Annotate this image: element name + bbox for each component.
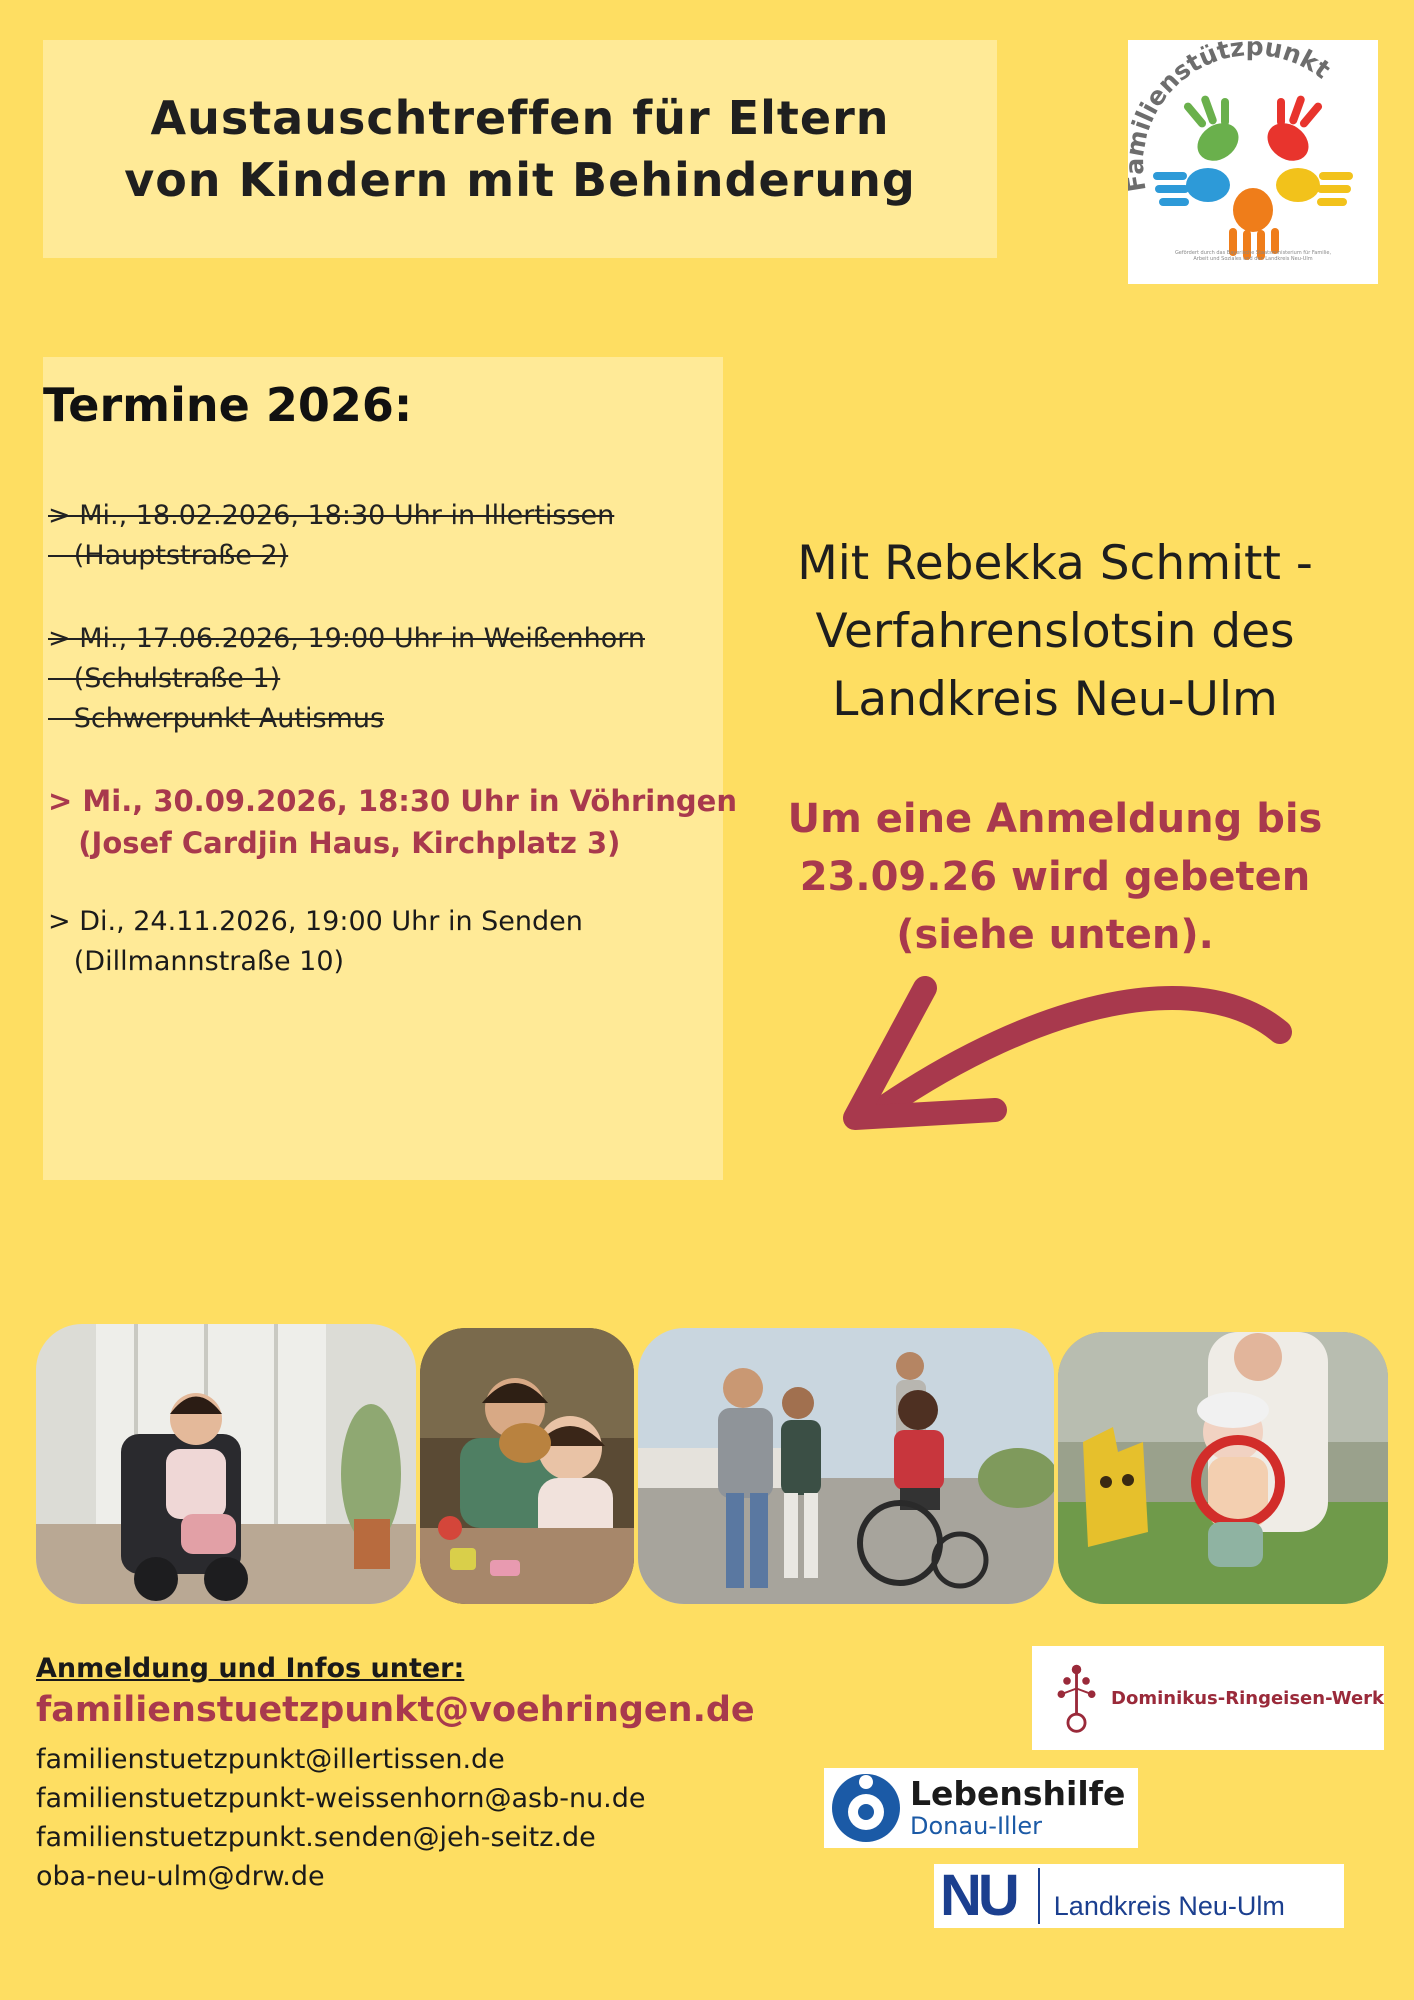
logo-divider [1038,1868,1040,1924]
hands-logo-icon [1128,40,1378,284]
entry-line: Schwerpunkt Autismus [48,703,385,734]
lebenshilfe-region: Donau-Iller [910,1812,1042,1840]
photo-child-playing-image [420,1328,634,1604]
date-entry-weissenhorn [48,619,645,739]
registration-heading: Anmeldung und Infos unter: [36,1653,465,1684]
speaker-line-2: Verfahrenslotsin des [815,604,1295,659]
photo-child-wheelchair [36,1324,416,1604]
landkreis-name: Landkreis Neu-Ulm [1053,1890,1285,1921]
photo-friends-high-five [638,1328,1054,1604]
date-entry-senden [48,902,583,982]
title-line-1: Austauschtreffen für Eltern [150,91,890,145]
entry-line: > Di., 24.11.2026, 19:00 Uhr in Senden [48,906,583,937]
date-entry-illertissen [48,496,614,576]
title-banner [43,40,997,258]
speaker-line-3: Landkreis Neu-Ulm [832,672,1278,727]
entry-line: > Mi., 30.09.2026, 18:30 Uhr in Vöhringen [48,784,737,818]
arrow-left-icon [820,970,1300,1150]
entry-line: (Josef Cardjin Haus, Kirchplatz 3) [48,826,621,860]
speaker-line-1: Mit Rebekka Schmitt - [797,536,1313,591]
dates-panel [43,357,723,1180]
lebenshilfe-logo [824,1768,1138,1848]
note-line-3: (siehe unten). [896,912,1214,958]
entry-line: (Dillmannstraße 10) [48,946,345,977]
entry-line: > Mi., 17.06.2026, 19:00 Uhr in Weißenhorn [48,623,645,654]
photo-toddler-playground-image [1058,1332,1388,1604]
dates-heading: Termine 2026: [43,378,413,432]
email-link-voehringen[interactable]: familienstuetzpunkt@voehringen.de [36,1690,755,1730]
tree-icon [1048,1658,1105,1738]
entry-line: (Schulstraße 1) [48,663,281,694]
title-line-2: von Kindern mit Behinderung [124,153,916,207]
note-line-1: Um eine Anmeldung bis [787,796,1323,842]
drw-logo [1032,1646,1384,1750]
nu-mark: NU [940,1863,1016,1928]
email-link-illertissen[interactable]: familienstuetzpunkt@illertissen.de [36,1744,505,1775]
date-entry-voehringen [48,780,737,864]
photo-child-wheelchair-image [36,1324,416,1604]
photo-toddler-playground [1058,1332,1388,1604]
photo-friends-high-five-image [638,1328,1054,1604]
photo-child-playing [420,1328,634,1604]
registration-note [760,790,1350,964]
familienstuetzpunkt-logo [1128,40,1378,284]
note-line-2: 23.09.26 wird gebeten [799,854,1311,900]
email-link-oba[interactable]: oba-neu-ulm@drw.de [36,1861,325,1892]
entry-line: > Mi., 18.02.2026, 18:30 Uhr in Illertissen [48,500,615,531]
entry-line: (Hauptstraße 2) [48,540,289,571]
logo-subtext: Gefördert durch das Bayerische Staatsministerium für Familie, Arbeit und Soziales und den Landkreis Neu-Ulm [1174,250,1332,262]
drw-name: Dominikus-Ringeisen-Werk [1111,1687,1384,1709]
landkreis-neu-ulm-logo [934,1864,1344,1928]
speaker-info [760,530,1350,734]
lebenshilfe-name: Lebenshilfe [910,1774,1126,1813]
email-link-weissenhorn[interactable]: familienstuetzpunkt-weissenhorn@asb-nu.de [36,1783,646,1814]
lebenshilfe-icon [824,1768,908,1848]
email-link-senden[interactable]: familienstuetzpunkt.senden@jeh-seitz.de [36,1822,596,1853]
logo-lettering: ilienstützpunkt [1128,40,1336,135]
